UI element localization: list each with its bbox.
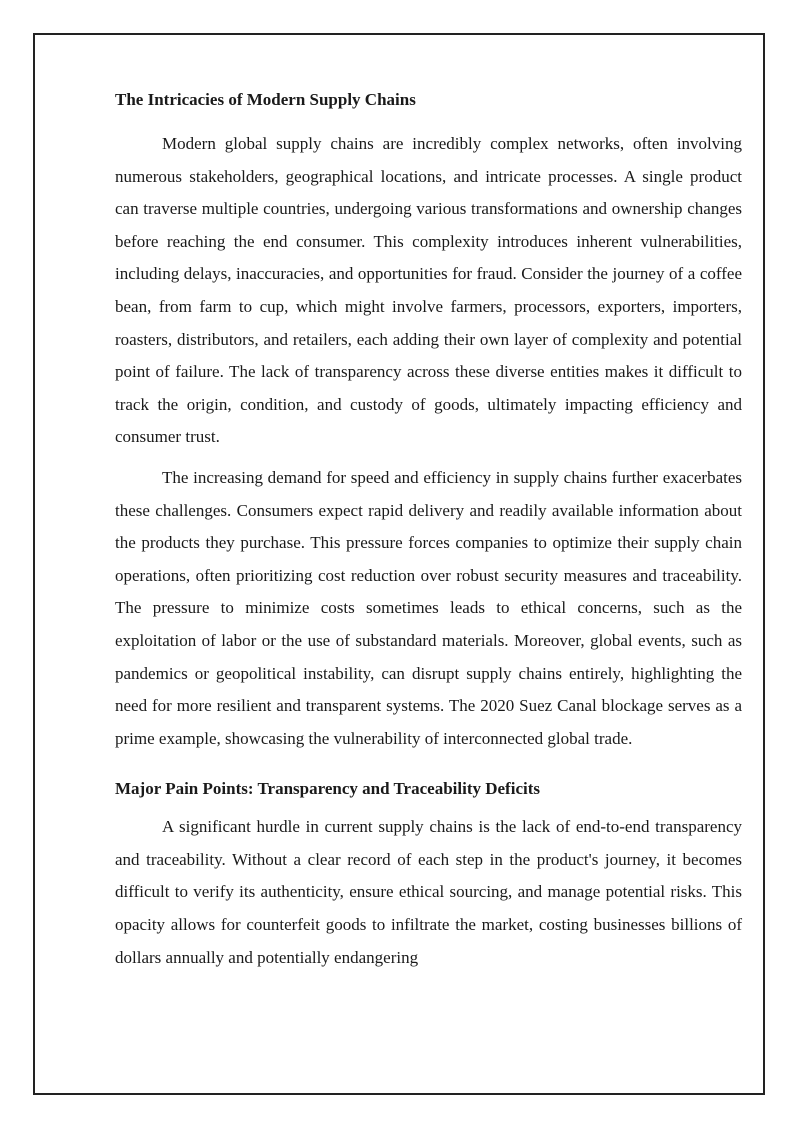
document-body bbox=[115, 85, 742, 982]
section-heading-supply-chains: The Intricacies of Modern Supply Chains bbox=[115, 90, 416, 109]
paragraph: Modern global supply chains are incredibly complex networks, often involving numerous stakeholders, geographical locations, and intricate processes. A single product can traverse multiple countries, undergoing various transformations and ownership changes before reaching the end consumer. This complexity introduces inherent vulnerabilities, including delays, inaccuracies, and opportunities for fraud. Consider the journey of a coffee bean, from farm to cup, which might involve farmers, processors, exporters, importers, roasters, distributors, and retailers, each adding their own layer of complexity and potential point of failure. The lack of transparency across these diverse entities makes it difficult to track the origin, condition, and custody of goods, ultimately impacting efficiency and consumer trust. bbox=[115, 134, 742, 447]
section-heading-pain-points: Major Pain Points: Transparency and Traceability Deficits bbox=[115, 779, 540, 799]
paragraph: A significant hurdle in current supply chains is the lack of end-to-end transparency and traceability. Without a clear record of each step in the product's journey, it becomes difficult to verify its authenticity, ensure ethical sourcing, and manage potential risks. This opacity allows for counterfeit goods to infiltrate the market, costing businesses billions of dollars annually and potentially endangering bbox=[115, 817, 742, 967]
paragraph: The increasing demand for speed and efficiency in supply chains further exacerbates these challenges. Consumers expect rapid delivery and readily available information about the products they purchase. This pressure forces companies to optimize their supply chain operations, often prioritizing cost reduction over robust security measures and traceability. The pressure to minimize costs sometimes leads to ethical concerns, such as the exploitation of labor or the use of substandard materials. Moreover, global events, such as pandemics or geopolitical instability, can disrupt supply chains entirely, highlighting the need for more resilient and transparent systems. The 2020 Suez Canal blockage serves as a prime example, showcasing the vulnerability of interconnected global trade. bbox=[115, 467, 742, 748]
